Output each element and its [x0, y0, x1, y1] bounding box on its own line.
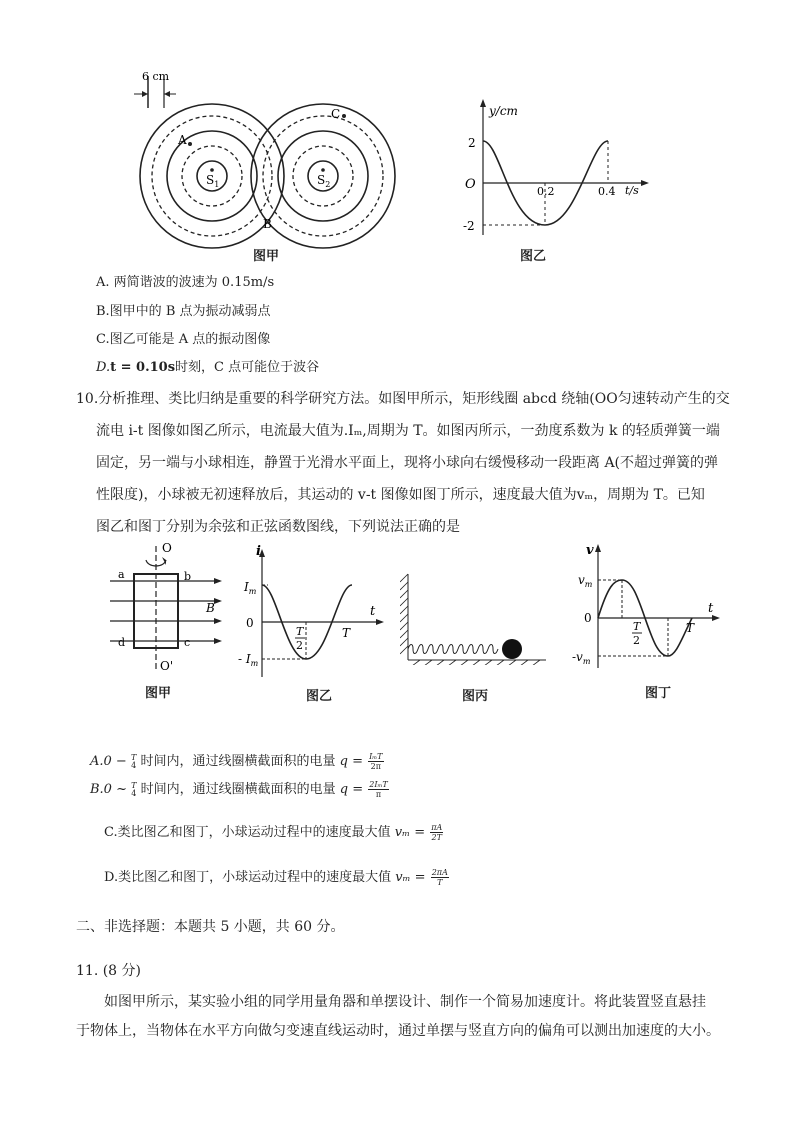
q10-option-B: B.0 ~ T 4 时间内，通过线圈横截面积的电量 q = $\frac{\text{2IₘT}}{\pi}$: [90, 780, 388, 799]
i-axis-label: i: [256, 545, 261, 559]
caption-top-yi: 图乙: [520, 249, 547, 264]
q11-line-1: 如图甲所示，某实验小组的同学用量角器和单摆设计、制作一个简易加速度计。将此装置竖直悬挂: [104, 994, 706, 1010]
v-axis-label: v: [586, 543, 594, 558]
q9-option-A: A. 两简谐波的波速为 0.15m/s: [96, 275, 275, 290]
point-A-label: A: [178, 133, 187, 147]
y-max-label: 2: [468, 136, 476, 150]
t-tick-0.2: 0.2: [537, 185, 555, 198]
q9-option-C: C.图乙可能是 A 点的振动图像: [96, 332, 271, 347]
figure-current-graph: [238, 545, 388, 680]
q10-line-3: 固定，另一端与小球相连，静置于光滑水平面上，现将小球向右缓慢移动一段距离 A(不超过弹簧的弹: [96, 455, 719, 471]
q11-heading: 11. (8 分): [76, 963, 141, 979]
axis-O-prime-label: O': [160, 659, 174, 673]
q11-line-2: 于物体上，当物体在水平方向做匀变速直线运动时，通过单摆与竖直方向的偏角可以测出加速度的大小。: [76, 1023, 720, 1039]
corner-d-label: d: [118, 636, 126, 649]
figure-vibration-graph: [455, 95, 655, 245]
q10-line-2: 流电 i-t 图像如图乙所示，电流最大值为.Iₘ,周期为 T。如图丙所示，一劲度系数为 k 的轻质弹簧一端: [96, 423, 720, 439]
zero-label: 0: [584, 611, 592, 625]
T-half-num: T: [296, 625, 304, 638]
label-S2: $S_2$: [317, 173, 331, 189]
figure-coil: [110, 540, 225, 675]
corner-c-label: c: [184, 636, 191, 649]
caption-mid-yi: 图乙: [306, 689, 333, 704]
y-axis-label: y/cm: [489, 104, 518, 118]
axis-O-label: O: [162, 541, 172, 555]
origin-label: O: [465, 177, 476, 192]
scale-label: 6 cm: [142, 70, 170, 83]
q10-option-D: D.类比图乙和图丁，小球运动过程中的速度最大值 vₘ = $\frac{2\pi A}{T}$: [104, 868, 448, 887]
caption-mid-jia: 图甲: [145, 686, 172, 701]
q10-line-4: 性限度)，小球被无初速释放后，其运动的 v-t 图像如图丁所示，速度最大值为vₘ，周期为 T。已知: [96, 487, 705, 503]
q9-option-B: B.图甲中的 B 点为振动减弱点: [96, 304, 271, 319]
ball: [502, 639, 522, 659]
caption-top-jia: 图甲: [253, 249, 280, 264]
t-axis-label: t/s: [625, 184, 639, 197]
caption-mid-bing: 图丙: [462, 689, 489, 704]
figure-wave-interference: [130, 66, 410, 266]
q9-option-D: D.t = 0.10s时刻，C 点可能位于波谷: [96, 360, 320, 375]
q10-line-1: 10.分析推理、类比归纳是重要的科学研究方法。如图甲所示，矩形线圈 abcd 绕轴(OO匀速转动产生的交: [76, 391, 730, 407]
figure-velocity-graph: [570, 540, 725, 670]
y-min-label: -2: [463, 219, 475, 233]
T-label: T: [342, 626, 351, 640]
zero-label: 0: [246, 616, 254, 630]
corner-a-label: a: [118, 568, 125, 581]
neg-Im-label: - $I_m$: [238, 652, 259, 668]
t-tick-0.4: 0.4: [598, 185, 616, 198]
field-B-label: B: [206, 601, 215, 615]
figure-spring-system: [400, 570, 550, 665]
q10-option-A: A.0 − T 4 时间内，通过线圈横截面积的电量 q = $\frac{\text{IₘT}}{2\pi}$: [90, 752, 383, 771]
q10-option-C: C.类比图乙和图丁，小球运动过程中的速度最大值 vₘ = $\frac{\pi A}{2T}$: [104, 823, 443, 842]
spring-coil: [408, 645, 498, 654]
section-2-heading: 二、非选择题：本题共 5 小题，共 60 分。: [76, 919, 345, 935]
q10-line-5: 图乙和图丁分别为余弦和正弦函数图线，下列说法正确的是: [96, 519, 460, 535]
t-axis-label: t: [370, 604, 376, 619]
corner-b-label: b: [184, 570, 192, 583]
neg-vm-label: $-v_m$: [572, 650, 591, 666]
caption-mid-ding: 图丁: [645, 686, 672, 701]
T-half-num: T: [633, 620, 641, 633]
Im-label: $I_m$: [244, 580, 257, 596]
T-half-den: 2: [633, 634, 640, 647]
T-label: T: [686, 621, 695, 635]
vm-label: $v_m$: [578, 573, 593, 589]
point-C-label: C: [331, 107, 341, 121]
label-S1: $S_1$: [206, 173, 220, 189]
point-B-label: B: [263, 217, 272, 231]
T-half-den: 2: [296, 639, 303, 652]
t-axis-label: t: [708, 601, 714, 616]
